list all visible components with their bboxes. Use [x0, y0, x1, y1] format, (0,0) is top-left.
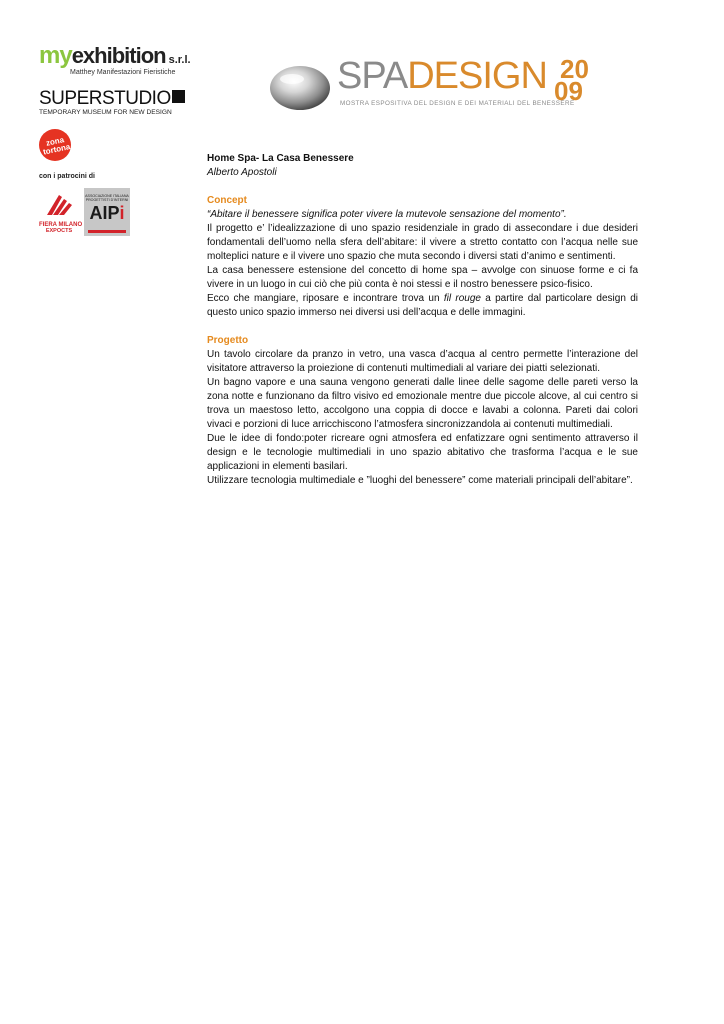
- pebble-stone-icon: [268, 61, 332, 113]
- superstudio-logo: [39, 89, 179, 116]
- myexhibition-logo-srl: s.r.l.: [168, 54, 191, 66]
- myexhibition-tagline: Matthey Manifestazioni Fieristiche: [70, 69, 176, 76]
- concept-paragraph-1: Il progetto e’ l’idealizzazione di uno spazio residenziale in grado di assecondare i due desideri fondamentali dell’uomo nella sfera dell’abitare: il vivere a stretto contatto con l’acqua nelle sue molteplici nature e il vivere uno spazio che muta secondo i diversi stati d’animo e sentimenti.: [207, 223, 638, 262]
- document-author: Alberto Apostoli: [207, 167, 277, 178]
- progetto-paragraph-1: Un tavolo circolare da pranzo in vetro, una vasca d’acqua al centro permette l’interazione del visitatore attraverso la proiezione di contenuti multimediali al variare dei piatti selezionati.: [207, 349, 638, 374]
- concept-paragraph-3: [207, 292, 638, 320]
- concept-paragraph-3-end: a partire dal particolare design di questo unico spazio immerso nei diversi usi dell’acqua e delle immagini.: [207, 293, 638, 318]
- aipi-name: [84, 204, 130, 222]
- progetto-paragraph-2: Un bagno vapore e una sauna vengono generati dalle linee delle sagome delle pareti verso la zona notte e funzionano da filtro visivo ed emozionale mentre due piccole alcove, al cui centro si trova un maestoso letto, accolgono una coppia di docce e lavabi a colonna. Pareti dai colori vivaci e porzioni di luce arricchiscono l’atmosfera sincronizzandola ai contenuti multimediali.: [207, 377, 638, 430]
- concept-quote: “Abitare il benessere significa poter vivere la mutevole sensazione del momento”.: [207, 209, 567, 220]
- aipi-red-bar: [88, 230, 126, 233]
- aipi-name-end: i: [119, 203, 125, 223]
- superstudio-tagline: TEMPORARY MUSEUM FOR NEW DESIGN: [39, 109, 172, 116]
- spadesign-year-top: 20: [560, 54, 589, 84]
- fiera-milano-line1: FIERA MILANO: [39, 222, 83, 228]
- spadesign-year-bottom: 09: [554, 76, 583, 106]
- spadesign-wordmark: [337, 54, 547, 98]
- patrocini-label: con i patrocini di: [39, 173, 96, 180]
- progetto-paragraph-4: Utilizzare tecnologia multimediale e ”luoghi del benessere” come materiali principali dell’abitare”.: [207, 475, 633, 486]
- superstudio-name: SUPERSTUDIO: [39, 88, 171, 109]
- superstudio-square-icon: [172, 90, 185, 103]
- fiera-milano-mark-icon: [39, 191, 79, 217]
- concept-heading: Concept: [207, 195, 247, 206]
- zona-tortona-logo: [39, 129, 71, 161]
- aipi-association-text: ASSOCIAZIONE ITALIANA PROGETTISTI D'INTERNI: [85, 194, 129, 202]
- document-title: Home Spa- La Casa Benessere: [207, 153, 354, 164]
- myexhibition-logo-my: my: [39, 42, 72, 69]
- aipi-logo: [84, 188, 130, 236]
- spadesign-year: [554, 54, 589, 106]
- concept-paragraph-2: La casa benessere estensione del concetto di home spa – avvolge con sinuose forme e ci fa vivere in un luogo in cui ciò che più conta è noi stessi e il nostro benessere psico-fisico.: [207, 265, 638, 290]
- aipi-name-start: AIP: [89, 203, 120, 223]
- fiera-milano-logo: [39, 191, 83, 235]
- zona-tortona-text: zona tortona: [42, 135, 72, 157]
- spadesign-word-design: DESIGN: [407, 55, 547, 97]
- spadesign-word-spa: SPA: [337, 55, 408, 97]
- concept-paragraph-3-italic: fil rouge: [443, 293, 481, 304]
- spadesign-subtitle: MOSTRA ESPOSITIVA DEL DESIGN E DEI MATERIALI DEL BENESSERE: [340, 100, 575, 107]
- myexhibition-logo-word: exhibition: [71, 43, 166, 68]
- progetto-paragraph-3: Due le idee di fondo:poter ricreare ogni atmosfera ed enfatizzare ogni sentimento attraverso il design e le tecnologie multimediali in uno spazio abitativo che trasforma l’acqua e le sue applicazioni in elementi basilari.: [207, 433, 638, 472]
- fiera-milano-line2: EXPOCTS: [45, 228, 73, 234]
- spadesign-banner: [268, 54, 596, 122]
- myexhibition-logo: [39, 42, 191, 76]
- progetto-heading: Progetto: [207, 335, 249, 346]
- document-body: [207, 152, 638, 488]
- concept-paragraph-3-start: Ecco che mangiare, riposare e incontrare trova un: [207, 293, 444, 304]
